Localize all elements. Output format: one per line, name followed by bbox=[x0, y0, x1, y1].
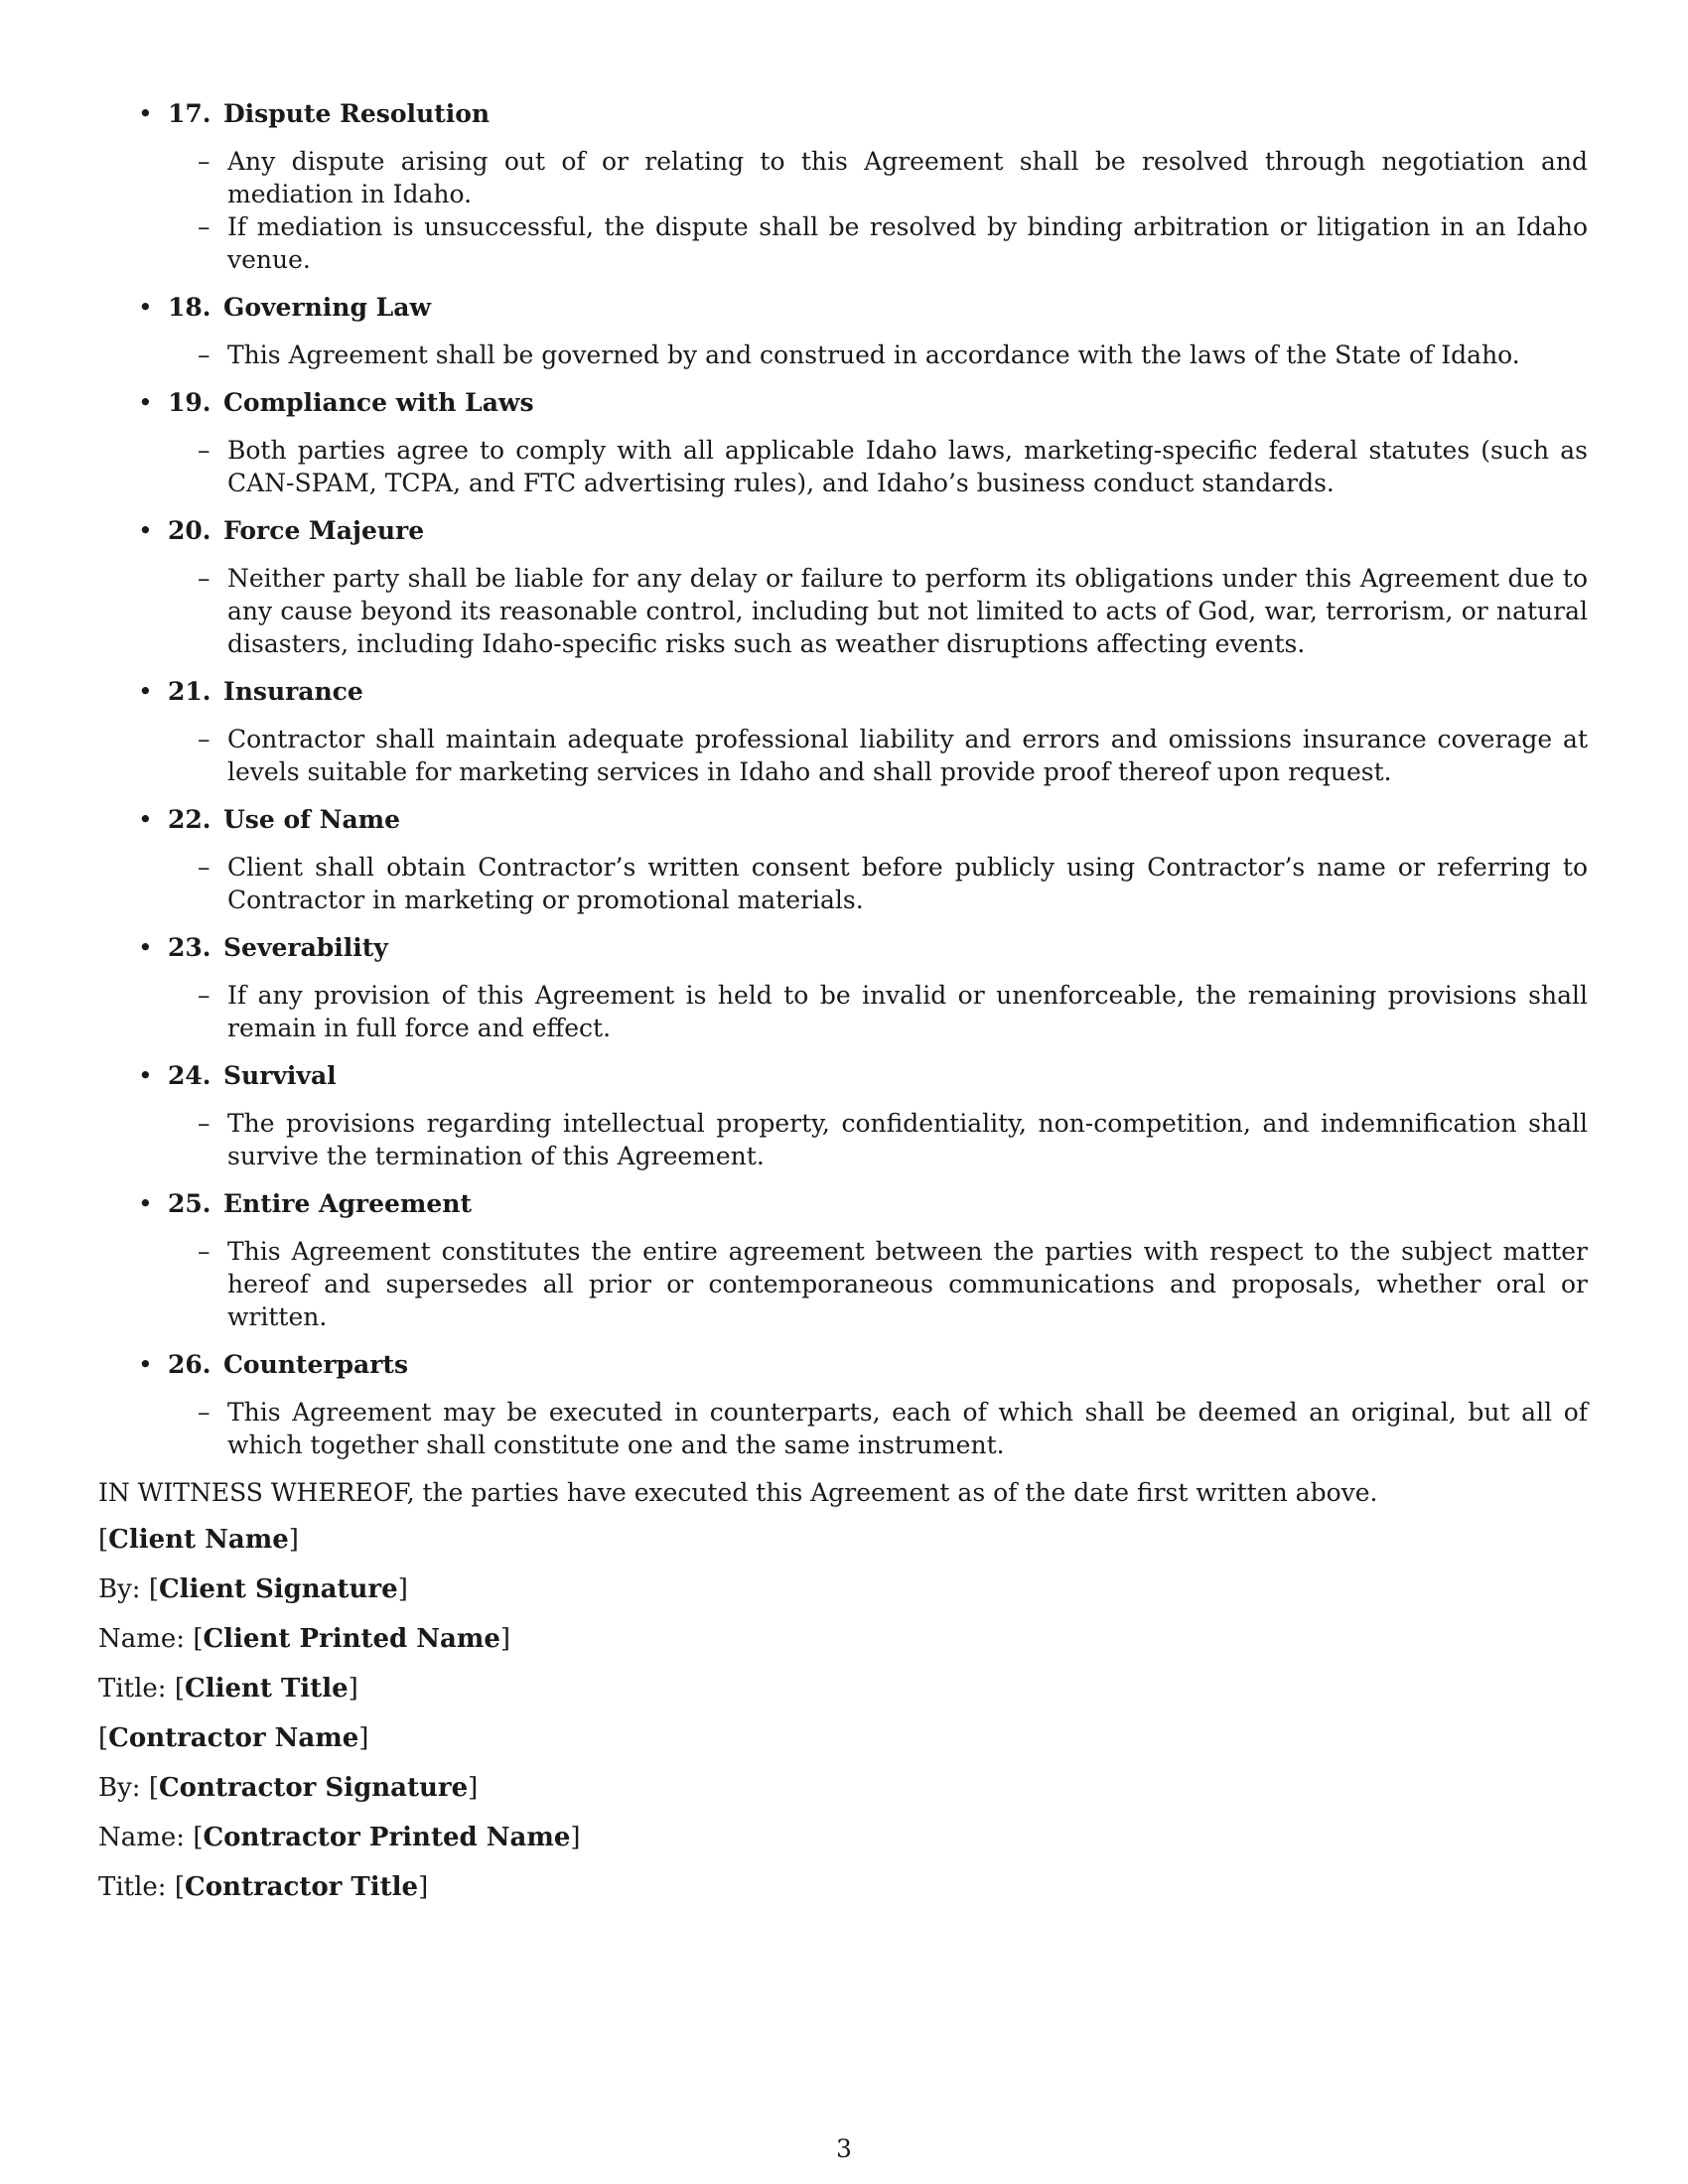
clause-list bbox=[168, 851, 1588, 916]
dash-icon: – bbox=[198, 1109, 211, 1138]
section-number: 25. bbox=[168, 1189, 211, 1218]
section-heading bbox=[168, 1187, 1588, 1220]
dash-icon: – bbox=[198, 341, 211, 369]
section-19 bbox=[98, 386, 1588, 499]
clause-item bbox=[168, 1107, 1588, 1172]
bullet-icon: • bbox=[138, 1189, 153, 1218]
section-title: Entire Agreement bbox=[223, 1189, 472, 1218]
contractor-title-line: Title: [Contractor Title] bbox=[98, 1872, 429, 1902]
section-number: 20. bbox=[168, 516, 211, 545]
bullet-icon: • bbox=[138, 516, 153, 545]
client-by-line: By: [Client Signature] bbox=[98, 1574, 408, 1604]
client-printed-name-line: Name: [Client Printed Name] bbox=[98, 1624, 511, 1654]
clause-text: Any dispute arising out of or relating to this Agreement shall be resolved through negotiation and mediation in Idaho. bbox=[227, 147, 1588, 208]
bullet-icon: • bbox=[138, 677, 153, 706]
section-20 bbox=[98, 514, 1588, 660]
clause-text: This Agreement shall be governed by and construed in accordance with the laws of the State of Idaho. bbox=[227, 341, 1520, 369]
clause-item bbox=[168, 723, 1588, 788]
dash-icon: – bbox=[198, 1237, 211, 1266]
contractor-printed-name: Contractor Printed Name bbox=[203, 1823, 571, 1852]
contractor-signature: Contractor Signature bbox=[158, 1773, 469, 1803]
bullet-icon: • bbox=[138, 805, 153, 834]
page-number: 3 bbox=[836, 2134, 852, 2163]
dash-icon: – bbox=[198, 147, 211, 176]
section-23 bbox=[98, 931, 1588, 1044]
clause-text: Neither party shall be liable for any delay or failure to perform its obligations under this Agreement due to any cause beyond its reasonable control, including but not limited to acts of God, war, terrorism, or natural disasters, including Idaho-specific risks such as weather disruptions affecting events. bbox=[227, 564, 1588, 658]
section-title: Severability bbox=[223, 933, 388, 962]
section-number: 24. bbox=[168, 1061, 211, 1090]
clause-list bbox=[168, 562, 1588, 660]
contractor-title: Contractor Title bbox=[185, 1872, 419, 1902]
clause-list bbox=[168, 979, 1588, 1044]
section-title: Insurance bbox=[223, 677, 363, 706]
title-label: Title: bbox=[98, 1872, 167, 1902]
section-title: Governing Law bbox=[223, 293, 431, 322]
clause-list bbox=[168, 1107, 1588, 1172]
document-body bbox=[98, 97, 1588, 1921]
clause-text: This Agreement constitutes the entire agreement between the parties with respect to the subject matter hereof and supersedes all prior or contemporaneous communications and proposals, whether oral or written. bbox=[227, 1237, 1588, 1331]
section-heading bbox=[168, 386, 1588, 419]
section-title: Force Majeure bbox=[223, 516, 425, 545]
section-number: 17. bbox=[168, 99, 211, 128]
section-number: 18. bbox=[168, 293, 211, 322]
clause-text: The provisions regarding intellectual property, confidentiality, non-competition, and indemnification shall survive the termination of this Agreement. bbox=[227, 1109, 1588, 1170]
bullet-icon: • bbox=[138, 388, 153, 417]
bullet-icon: • bbox=[138, 1350, 153, 1379]
bullet-icon: • bbox=[138, 933, 153, 962]
clause-list bbox=[168, 434, 1588, 499]
section-heading bbox=[168, 931, 1588, 964]
clause-text: If any provision of this Agreement is held to be invalid or unenforceable, the remaining provisions shall remain in full force and effect. bbox=[227, 981, 1588, 1042]
dash-icon: – bbox=[198, 981, 211, 1010]
clause-list bbox=[168, 1396, 1588, 1461]
section-26 bbox=[98, 1348, 1588, 1461]
section-title: Compliance with Laws bbox=[223, 388, 534, 417]
clause-text: If mediation is unsuccessful, the dispute shall be resolved by binding arbitration or litigation in an Idaho venue. bbox=[227, 212, 1588, 274]
clause-item bbox=[168, 339, 1588, 371]
section-21 bbox=[98, 675, 1588, 788]
client-name-line: [Client Name] bbox=[98, 1525, 299, 1555]
section-heading bbox=[168, 97, 1588, 130]
clause-list bbox=[168, 145, 1588, 276]
dash-icon: – bbox=[198, 725, 211, 753]
section-24 bbox=[98, 1059, 1588, 1172]
client-signature: Client Signature bbox=[158, 1574, 398, 1604]
bullet-icon: • bbox=[138, 1061, 153, 1090]
bullet-icon: • bbox=[138, 99, 153, 128]
clause-item bbox=[168, 145, 1588, 210]
client-printed-name: Client Printed Name bbox=[203, 1624, 500, 1654]
section-heading bbox=[168, 514, 1588, 547]
title-label: Title: bbox=[98, 1674, 167, 1704]
section-heading bbox=[168, 1348, 1588, 1381]
clause-list bbox=[168, 723, 1588, 788]
section-number: 26. bbox=[168, 1350, 211, 1379]
section-title: Counterparts bbox=[223, 1350, 409, 1379]
clause-item bbox=[168, 979, 1588, 1044]
clause-list bbox=[168, 1235, 1588, 1333]
section-number: 22. bbox=[168, 805, 211, 834]
clause-item bbox=[168, 851, 1588, 916]
section-heading bbox=[168, 803, 1588, 836]
section-title: Use of Name bbox=[223, 805, 401, 834]
contractor-by-line: By: [Contractor Signature] bbox=[98, 1773, 479, 1803]
section-22 bbox=[98, 803, 1588, 916]
clause-text: Contractor shall maintain adequate professional liability and errors and omissions insurance coverage at levels suitable for marketing services in Idaho and shall provide proof thereof upon request. bbox=[227, 725, 1588, 786]
section-25 bbox=[98, 1187, 1588, 1333]
section-title: Dispute Resolution bbox=[223, 99, 491, 128]
clause-item bbox=[168, 1235, 1588, 1333]
contractor-signature-block bbox=[98, 1722, 1588, 1904]
clause-list bbox=[168, 339, 1588, 371]
dash-icon: – bbox=[198, 212, 211, 241]
clause-item bbox=[168, 210, 1588, 276]
dash-icon: – bbox=[198, 853, 211, 882]
clause-item bbox=[168, 1396, 1588, 1461]
contractor-printed-name-line: Name: [Contractor Printed Name] bbox=[98, 1823, 581, 1852]
clause-text: Client shall obtain Contractor’s written consent before publicly using Contractor’s name or referring to Contractor in marketing or promotional materials. bbox=[227, 853, 1588, 914]
dash-icon: – bbox=[198, 436, 211, 465]
client-signature-block bbox=[98, 1524, 1588, 1706]
name-label: Name: bbox=[98, 1823, 186, 1852]
section-18 bbox=[98, 291, 1588, 371]
clause-item bbox=[168, 562, 1588, 660]
dash-icon: – bbox=[198, 1398, 211, 1427]
section-number: 19. bbox=[168, 388, 211, 417]
section-number: 21. bbox=[168, 677, 211, 706]
section-heading bbox=[168, 291, 1588, 324]
section-title: Survival bbox=[223, 1061, 337, 1090]
clause-item bbox=[168, 434, 1588, 499]
by-label: By: bbox=[98, 1773, 141, 1803]
contractor-name: Contractor Name bbox=[108, 1723, 359, 1753]
name-label: Name: bbox=[98, 1624, 186, 1654]
section-17 bbox=[98, 97, 1588, 276]
clause-text: This Agreement may be executed in counterparts, each of which shall be deemed an original, but all of which together shall constitute one and the same instrument. bbox=[227, 1398, 1588, 1459]
section-heading bbox=[168, 675, 1588, 708]
bullet-icon: • bbox=[138, 293, 153, 322]
section-heading bbox=[168, 1059, 1588, 1092]
witness-statement: IN WITNESS WHEREOF, the parties have executed this Agreement as of the date first written above. bbox=[98, 1478, 1378, 1507]
client-title: Client Title bbox=[185, 1674, 349, 1704]
section-number: 23. bbox=[168, 933, 211, 962]
dash-icon: – bbox=[198, 564, 211, 593]
by-label: By: bbox=[98, 1574, 141, 1604]
client-name: Client Name bbox=[108, 1525, 289, 1555]
section-list bbox=[98, 97, 1588, 1461]
contractor-name-line: [Contractor Name] bbox=[98, 1723, 369, 1753]
client-title-line: Title: [Client Title] bbox=[98, 1674, 358, 1704]
clause-text: Both parties agree to comply with all applicable Idaho laws, marketing-specific federal statutes (such as CAN-SPAM, TCPA, and FTC advertising rules), and Idaho’s business conduct standards. bbox=[227, 436, 1588, 497]
